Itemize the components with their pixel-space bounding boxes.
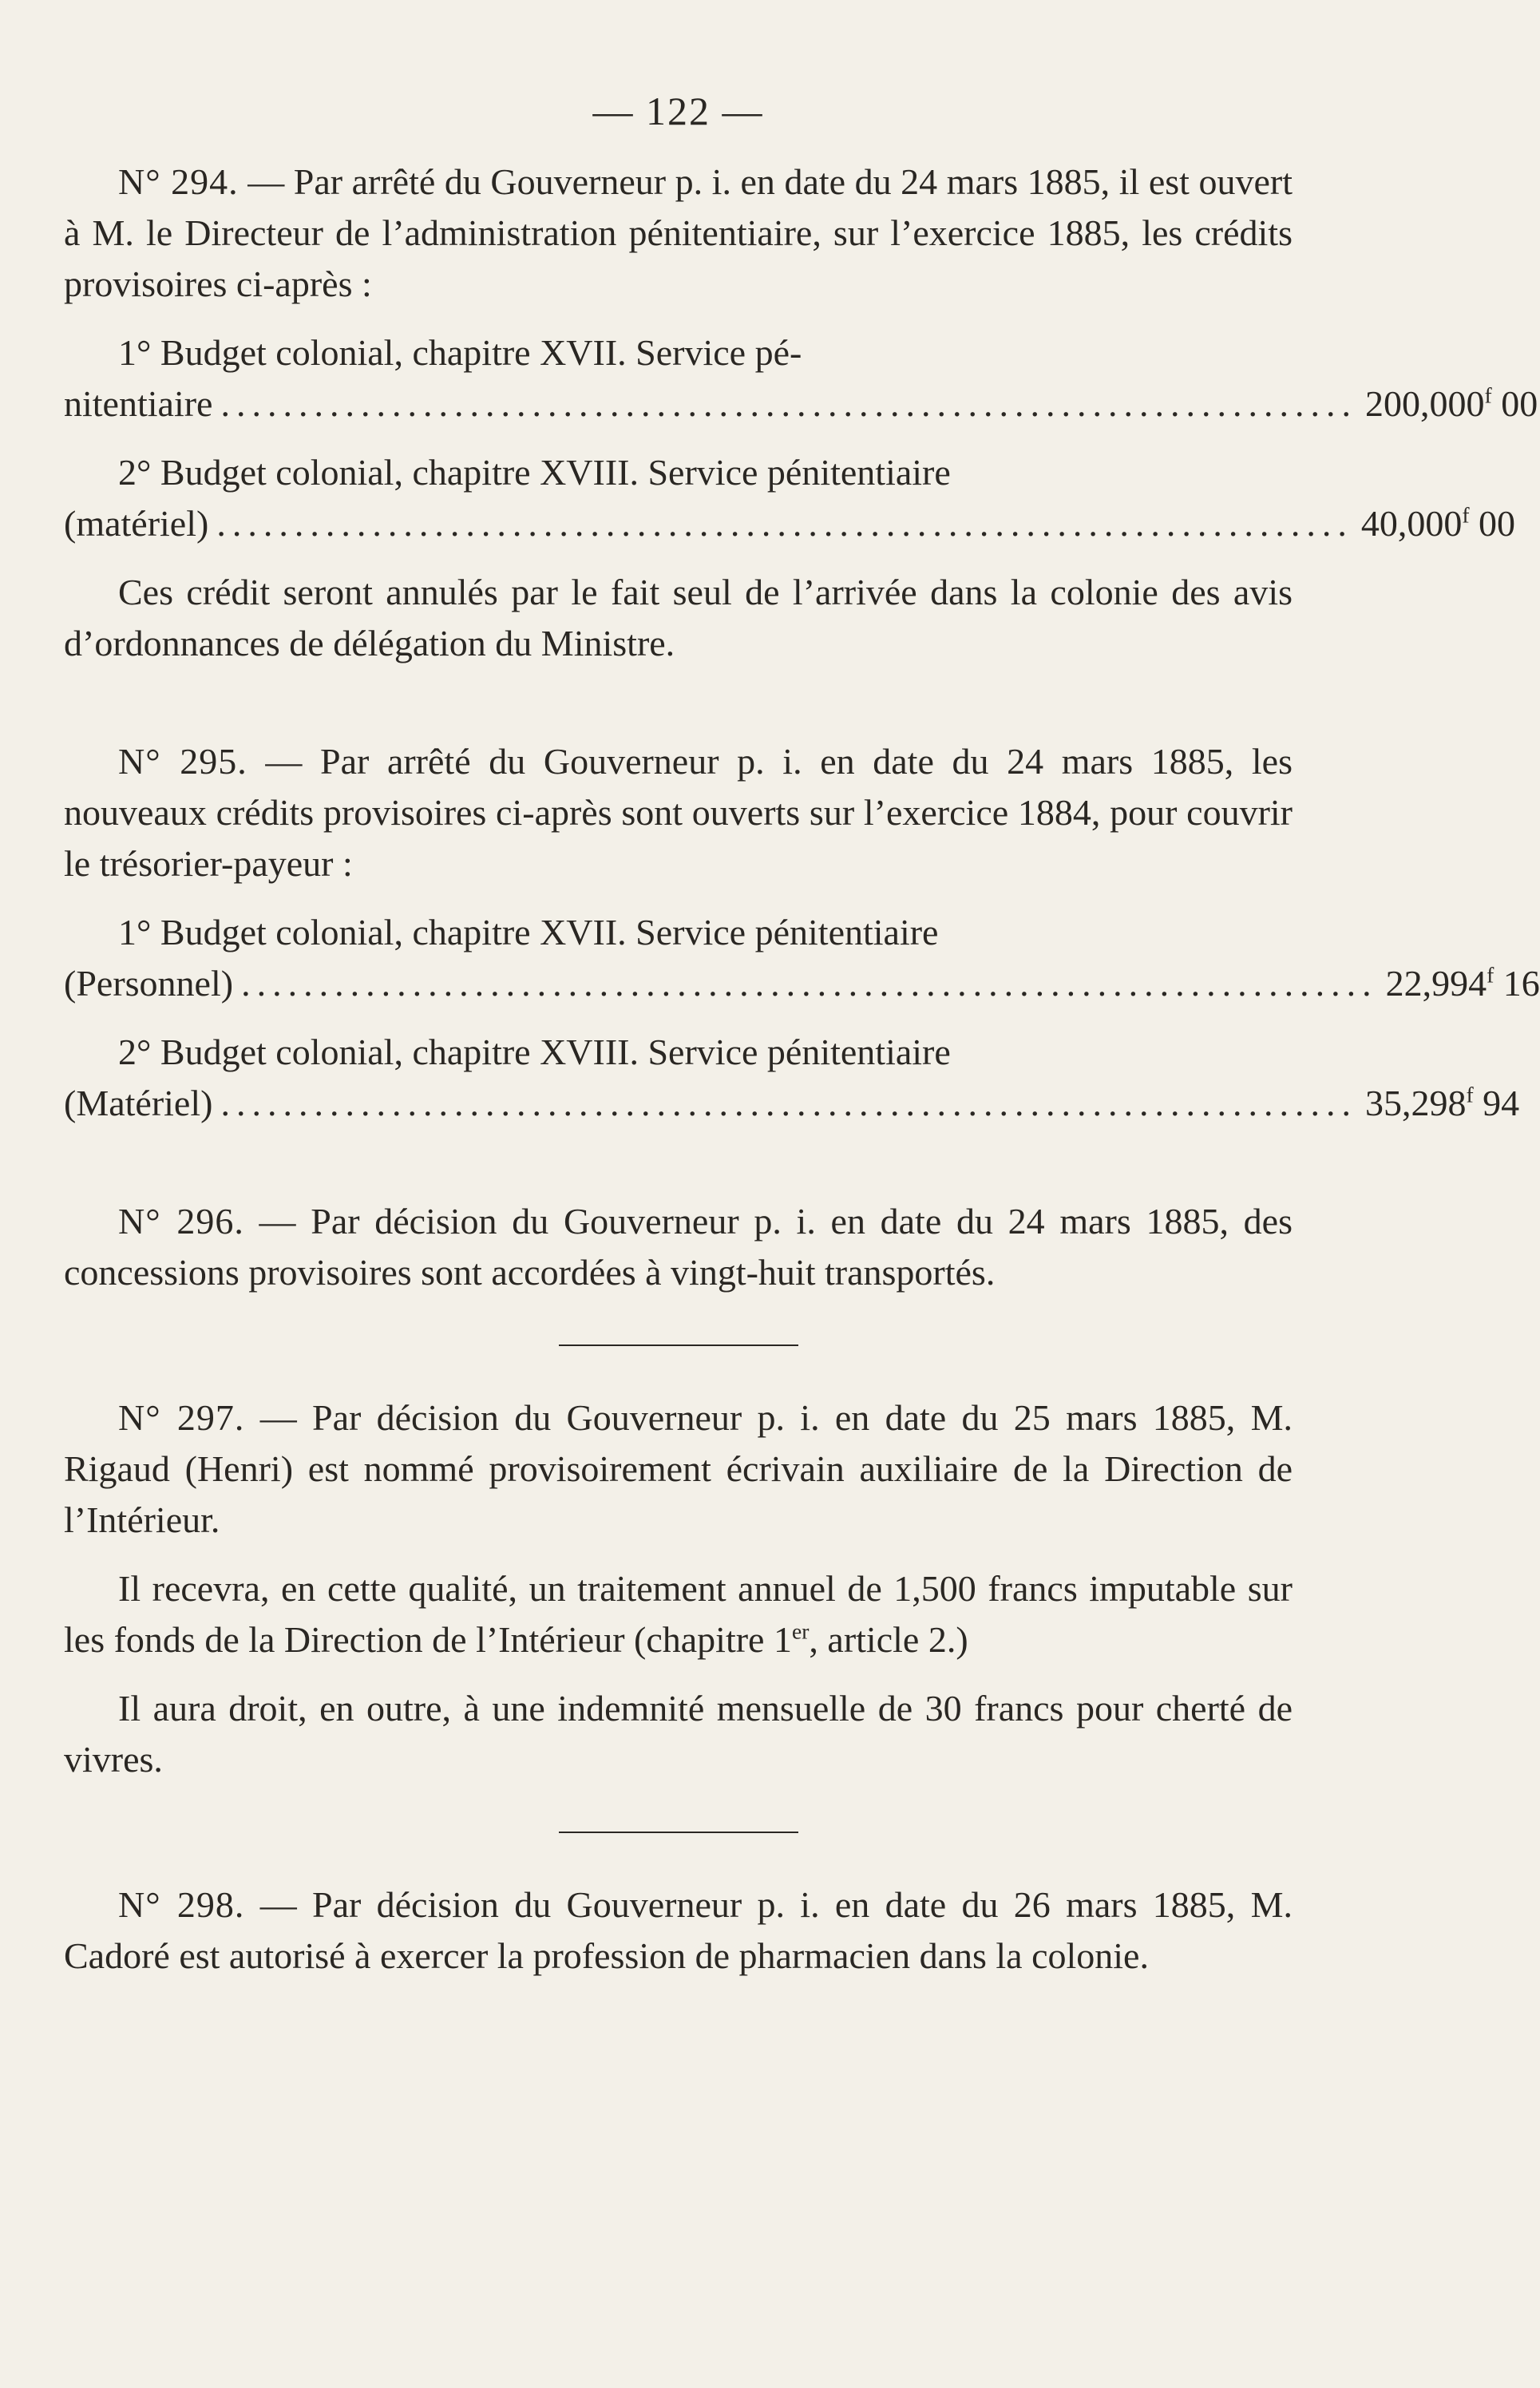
entry-text: — Par décision du Gouverneur p. i. en date du 25 mars 1885, M. Rigaud (Henri) est nommé provisoirement écrivain auxiliaire de la Direction de l’Intérieur. xyxy=(64,1397,1293,1540)
entry-number: N° 297. xyxy=(118,1397,245,1438)
entry-text: — Par arrêté du Gouverneur p. i. en date du 24 mars 1885, les nouveaux crédits provisoires ci-après sont ouverts sur l’exercice 1884, pour couvrir le trésorier-payeur : xyxy=(64,741,1293,884)
entry-296-intro xyxy=(64,1196,1293,1298)
entry-295 xyxy=(64,736,1540,1129)
entry-297 xyxy=(64,1392,1293,1785)
leader-row xyxy=(64,958,1540,1009)
budget-tail: nitentiaire xyxy=(64,383,213,424)
dot-leader: ......................................................................... xyxy=(220,383,1357,424)
budget-tail: (Matériel) xyxy=(64,1083,213,1123)
budget-tail: (matériel) xyxy=(64,503,209,544)
separator-rule xyxy=(559,1344,798,1346)
page-number: — 122 — xyxy=(592,89,764,133)
budget-line-2 xyxy=(64,447,1516,549)
budget-line-1 xyxy=(64,907,1540,1009)
budget-label: 2° Budget colonial, chapitre XVIII. Service pénitentiaire xyxy=(118,452,951,493)
entry-294-intro xyxy=(64,156,1293,310)
budget-label: 1° Budget colonial, chapitre XVII. Service pé- xyxy=(118,332,802,373)
dot-leader: ......................................................................... xyxy=(216,503,1353,544)
entry-297-intro xyxy=(64,1392,1293,1546)
budget-label: 1° Budget colonial, chapitre XVII. Service pénitentiaire xyxy=(118,912,939,952)
entry-294 xyxy=(64,156,1538,669)
entry-294-closing: Ces crédit seront annulés par le fait seul de l’arrivée dans la colonie des avis d’ordonnances de délégation du Ministre. xyxy=(64,572,1293,663)
entry-number: N° 294. xyxy=(118,161,239,202)
entry-298 xyxy=(64,1879,1293,1982)
budget-amount: 40,000$^f$ 00 xyxy=(1360,502,1516,544)
budget-tail: (Personnel) xyxy=(64,963,234,1004)
separator-rule xyxy=(559,1832,798,1833)
entry-296 xyxy=(64,1196,1293,1298)
budget-line-2 xyxy=(64,1027,1520,1129)
dot-leader: ......................................................................... xyxy=(241,963,1378,1004)
budget-amount: 35,298$^f$ 94 xyxy=(1364,1082,1520,1123)
budget-line-1 xyxy=(64,327,1538,430)
budget-amount: 22,994$^f$ 16 xyxy=(1385,962,1540,1004)
entry-text: — Par décision du Gouverneur p. i. en date du 26 mars 1885, M. Cadoré est autorisé à exercer la profession de pharmacien dans la colonie. xyxy=(64,1884,1293,1976)
entry-298-intro xyxy=(64,1879,1293,1982)
entry-number: N° 298. xyxy=(118,1884,245,1925)
entry-text: — Par arrêté du Gouverneur p. i. en date du 24 mars 1885, il est ouvert à M. le Directeur de l’administration pénitentiaire, sur l’exercice 1885, les crédits provisoires ci-après : xyxy=(64,161,1293,304)
spacer xyxy=(64,687,1293,736)
leader-row xyxy=(64,498,1516,549)
entry-297-salary: Il recevra, en cette qualité, un traitement annuel de 1,500 francs imputable sur les fonds de la Direction de l’Intérieur (chapitre 1er, article 2.) xyxy=(64,1568,1293,1660)
budget-label: 2° Budget colonial, chapitre XVIII. Service pénitentiaire xyxy=(118,1032,951,1072)
entry-text: — Par décision du Gouverneur p. i. en date du 24 mars 1885, des concessions provisoires sont accordées à vingt-huit transportés. xyxy=(64,1201,1293,1293)
budget-amount: 200,000$^f$ 00 xyxy=(1364,382,1538,424)
entry-297-allowance: Il aura droit, en outre, à une indemnité mensuelle de 30 francs pour cherté de vivres. xyxy=(64,1688,1293,1780)
leader-row xyxy=(64,378,1538,430)
leader-row xyxy=(64,1078,1520,1129)
entry-295-intro xyxy=(64,736,1293,889)
entry-number: N° 295. xyxy=(118,741,247,782)
dot-leader: ......................................................................... xyxy=(220,1083,1357,1123)
spacer xyxy=(64,1146,1293,1196)
entry-number: N° 296. xyxy=(118,1201,244,1242)
